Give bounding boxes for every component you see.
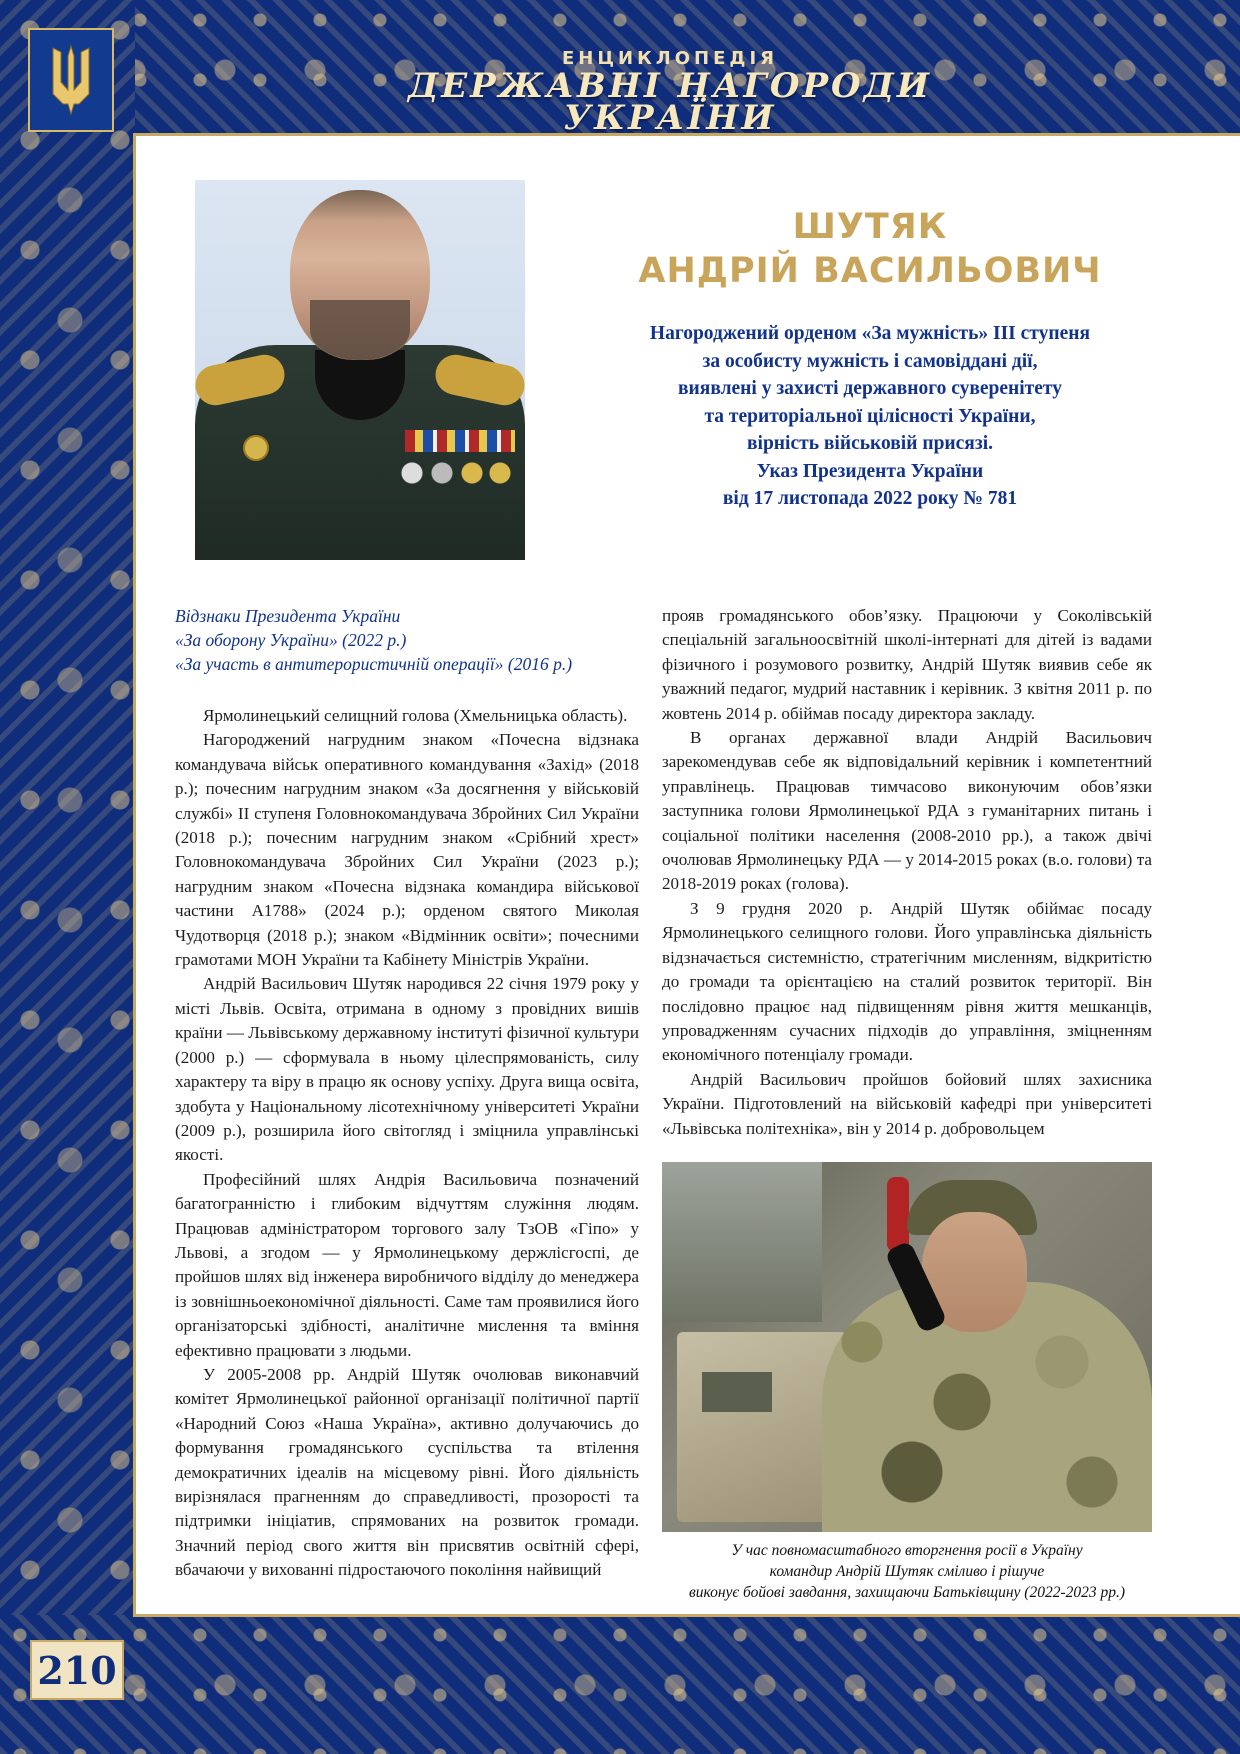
paragraph: Нагороджений нагрудним знаком «Почесна відзнака командувача військ оперативного командування «Захід» (2018 р.); почесним нагрудним знаком «За досягнення у військовій службі» ІІ ступеня Головнокомандувача Збройних Сил України (2018 р.); почесним нагрудним знаком «Срібний хрест» Головнокомандувача Збройних Сил України (2023 р.); нагрудним знаком «Почесна відзнака командира військової частини А1788» (2024 р.); орденом святого Миколая Чудотворця (2018 р.); знаком «Відмінник освіти»; почесними грамотами МОН України та Кабінету Міністрів України. — [175, 730, 639, 970]
caption-line: командир Андрій Шутяк сміливо і рішуче — [769, 1563, 1045, 1580]
award-line: та територіальної цілісності України, — [704, 405, 1036, 427]
encyclopedia-label: ЕНЦИКЛОПЕДІЯ — [561, 48, 779, 69]
paragraph: Професійний шлях Андрія Васильовича позначений багатогранністю і глибоким відчуттям служіння людям. Працював адміністратором торгового залу ТзОВ «Гіпо» у Львові, а згодом — у Ярмолинецькому держлісгоспі, де пройшов шлях від інженера виробничого відділу до менеджера із зовнішньоекономічної діяльності. Саме там проявилися його організаторські здібності, аналітичне мислення та вміння ефективно працювати з людьми. — [175, 1169, 639, 1360]
ornamental-frame-left — [0, 0, 135, 1754]
award-line: за особисту мужність і самовіддані дії, — [702, 350, 1038, 372]
encyclopedia-title — [0, 66, 1240, 138]
paragraph: З 9 грудня 2020 р. Андрій Шутяк обіймає посаду Ярмолинецького селищного голови. Його управлінська діяльність відзначається системністю, стратегічним мисленням, відкритістю до громади та орієнтацією на сталий розвиток території. Він послідовно працює над підвищенням рівня життя мешканців, упровадженням сучасних підходів до управління, зміцненням економічного потенціалу громади. — [662, 898, 1152, 1065]
award-statement — [585, 320, 1155, 513]
paragraph: прояв громадянського обов’язку. Працюючи у Соколівській спеціальній загальноосвітній школі-інтернаті для дітей із вадами фізичного і розумового розвитку, Андрій Шутяк виявив себе як уважний педагог, мудрий наставник і керівник. З квітня 2011 р. по жовтень 2014 р. обіймав посаду директора закладу. — [662, 606, 1152, 723]
award-line: вірність військовій присязі. — [747, 433, 993, 454]
ornamental-frame-bottom — [0, 1615, 1240, 1754]
award-decree: Указ Президента України — [756, 460, 984, 482]
award-decree-date: від 17 листопада 2022 року № 781 — [722, 488, 1018, 509]
article-column-right — [662, 604, 1152, 1141]
encyclopedia-title-line2: УКРАЇНИ — [563, 98, 777, 138]
paragraph: Ярмолинецький селищний голова (Хмельницька область). — [203, 706, 628, 725]
person-name — [580, 205, 1160, 293]
article-column-left — [175, 704, 639, 1583]
encyclopedia-title-line1: ДЕРЖАВНІ НАГОРОДИ — [407, 66, 933, 106]
caption-line: виконує бойові завдання, захищаючи Батьківщину (2022-2023 рр.) — [688, 1584, 1126, 1601]
award-line: виявлені у захисті державного суверенітету — [678, 378, 1062, 399]
combat-photo — [662, 1162, 1152, 1532]
distinctions-heading: Відзнаки Президента України — [175, 606, 401, 626]
paragraph: Андрій Васильович пройшов бойовий шлях захисника України. Підготовлений на військовій кафедрі при університеті «Львівська політехніка», він у 2014 р. добровольцем — [662, 1069, 1152, 1138]
portrait-photo — [195, 180, 525, 560]
distinction-item: «За участь в антитерористичній операції» (2016 р.) — [175, 654, 573, 674]
caption-line: У час повномасштабного вторгнення росії в Україну — [731, 1542, 1083, 1559]
paragraph: Андрій Васильович Шутяк народився 22 січня 1979 року у місті Львів. Освіта, отримана в одному з провідних вишів країни — Львівському державному інституті фізичної культури (2000 р.) — сформувала в ньому цілеспрямованість, силу характеру та віру в працю як основу успіху. Друга вища освіта, здобута у Національному лісотехнічному університеті України (2009 р.), розширила його світогляд і зміцнила управлінські якості. — [175, 974, 639, 1165]
award-line: Нагороджений орденом «За мужність» ІІІ ступеня — [649, 323, 1091, 344]
paragraph: У 2005-2008 рр. Андрій Шутяк очолював виконавчий комітет Ярмолинецької районної організації політичної партії «Народний Союз «Наша Україна», активно долучаючись до формування громадянського суспільства та втілення демократичних ідеалів на місцевому рівні. Його діяльність вирізнялася прагненням до справедливості, прозорості та підтримки ініціатив, спрямованих на розвиток громади. Значний період свого життя він присвятив освітній сфері, вбачаючи у вихованні підростаючого покоління найвищий — [175, 1364, 639, 1580]
page-number: 210 — [30, 1640, 124, 1700]
photo-caption — [662, 1540, 1152, 1603]
presidential-distinctions — [175, 604, 645, 676]
distinction-item: «За оборону України» (2022 р.) — [175, 630, 407, 650]
person-given-names: АНДРІЙ ВАСИЛЬОВИЧ — [638, 251, 1102, 291]
person-surname: ШУТЯК — [792, 207, 948, 247]
paragraph: В органах державної влади Андрій Васильович зарекомендував себе як відповідальний керівник і компетентний управлінець. Працював тимчасово виконуючим обов’язки заступника голови Ярмолинецької РДА з гуманітарних питань і соціальної політики населення (2008-2010 рр.), а також двічі очолював Ярмолинецьку РДА — у 2014-2015 роках (в.о. голови) та 2018-2019 роках (голова). — [662, 728, 1152, 894]
